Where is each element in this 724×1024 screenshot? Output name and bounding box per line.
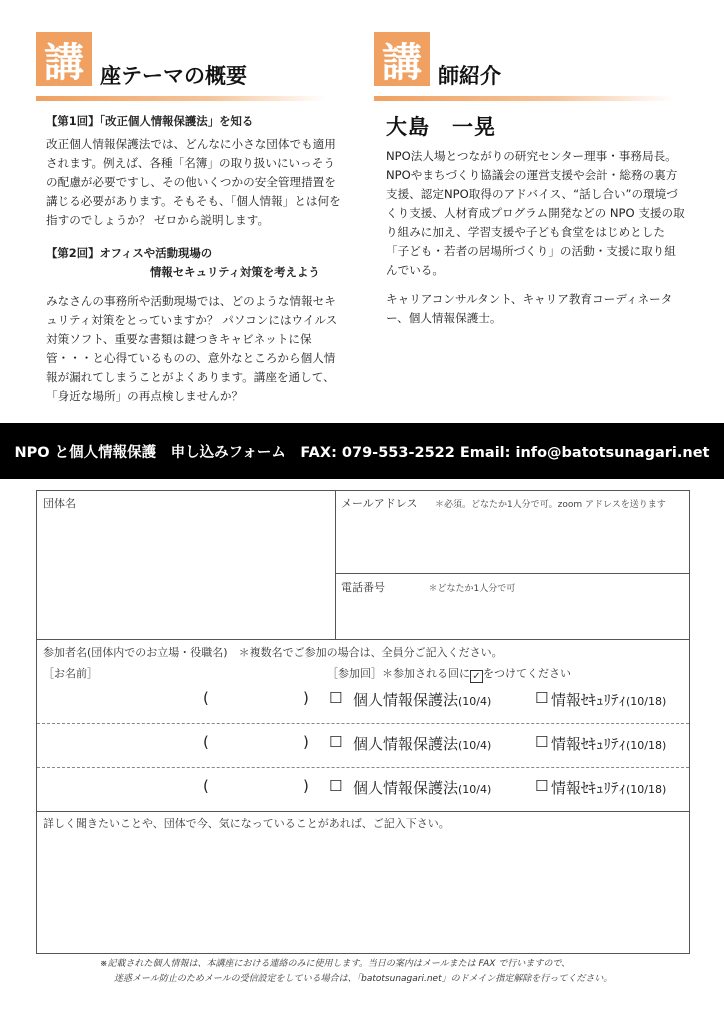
heading-kanji-box: 講 <box>374 32 430 86</box>
org-name-label: 団体名 <box>43 497 76 510</box>
participant-row[interactable]: ( ) ☐ 個人情報保護法(10/4) ☐ 情報ｾｷｭﾘﾃｨ(10/18) <box>203 733 667 753</box>
checkmark-icon: ✓ <box>470 670 483 683</box>
sessions-column <box>46 112 342 406</box>
speaker-credentials: キャリアコンサルタント、キャリア教育コーディネーター、個人情報保護士。 <box>386 292 673 325</box>
org-name-field[interactable] <box>43 495 76 511</box>
session2-title-line1: 【第2回】オフィスや活動現場の <box>46 246 213 260</box>
checkbox-info-security[interactable]: ☐ <box>535 733 549 751</box>
option-info-security: 情報ｾｷｭﾘﾃｨ(10/18) <box>551 691 667 709</box>
session2-title-line2: 情報セキュリティ対策を考えよう <box>150 265 320 279</box>
session1-body: 改正個人情報保護法では、どんなに小さな団体でも適用されます。例えば、各種「名簿」の取り扱いにいっそうの配慮が必要ですし、その他いくつかの安全管理措置を講じる必要があります。そもそも、「個人情報」とは何を指すのでしょうか？ ゼロから説明します。 <box>46 137 341 227</box>
email-field[interactable] <box>341 495 687 571</box>
checkbox-info-security[interactable]: ☐ <box>535 777 549 795</box>
option-info-security: 情報ｾｷｭﾘﾃｨ(10/18) <box>551 779 667 797</box>
heading-title: 師紹介 <box>438 64 501 88</box>
phone-field[interactable] <box>341 579 687 635</box>
checkbox-privacy-law[interactable]: ☐ <box>329 733 343 751</box>
application-form <box>36 490 690 954</box>
checkbox-info-security[interactable]: ☐ <box>535 689 549 707</box>
option-privacy-law: 個人情報保護法(10/4) <box>353 779 492 797</box>
heading-underline <box>36 96 326 101</box>
comments-label: 詳しく聞きたいことや、団体で今、気になっていることがあれば、ご記入下さい。 <box>43 817 450 830</box>
participant-row[interactable]: ( ) ☐ 個人情報保護法(10/4) ☐ 情報ｾｷｭﾘﾃｨ(10/18) <box>203 689 667 709</box>
application-banner: NPO と個人情報保護 申し込みフォーム FAX: 079-553-2522 Email: info@batotsunagari.net <box>0 423 724 479</box>
phone-label: 電話番号 <box>341 581 385 594</box>
email-label: メールアドレス <box>341 497 418 510</box>
session2-body: みなさんの事務所や活動現場では、どのような情報セキュリティ対策をとっていますか？ パソコンにはウイルス対策ソフト、重要な書類は鍵つきキャビネットに保管・・・と心得ているものの、意外なところから個人情報が漏れてしまうことがよくあります。講座を通して、「身近な場所」の再点検しませんか？ <box>46 294 338 403</box>
course-overview-heading <box>36 32 336 102</box>
email-note: ＊必須。どなたか1人分で可。zoom アドレスを送ります <box>434 500 666 510</box>
option-privacy-law: 個人情報保護法(10/4) <box>353 691 492 709</box>
session-column-label: ［参加回］＊参加される回に ✓ をつけてください <box>327 667 571 682</box>
session1-title: 【第1回】「改正個人情報保護法」を知る <box>46 114 254 128</box>
comments-field[interactable] <box>43 815 683 949</box>
speaker-bio: NPO法人場とつながりの研究センター理事・事務局長。NPOやまちづくり協議会の運営支援や会計・総務の裏方支援、認定NPO取得のアドバイス、“話し合い”の環境づくり支援、人材育成プログラム開発などの NPO 支援の取り組みに加え、学習支援や子ども食堂をはじめとした「子ども・若者の居場所づくり」の活動・支援に取り組んでいる。 <box>386 149 685 277</box>
heading-title: 座テーマの概要 <box>100 64 247 88</box>
phone-note: ＊どなたか1人分で可 <box>428 584 516 594</box>
participants-label: 参加者名(団体内でのお立場・役職名) ＊複数名でご参加の場合は、全員分ご記入ください。 <box>43 646 503 659</box>
heading-underline <box>374 96 674 101</box>
checkbox-privacy-law[interactable]: ☐ <box>329 777 343 795</box>
privacy-footnote: ※記載された個人情報は、本講座における連絡のみに使用します。当日の案内はメールまたは FAX で行いますので、 迷惑メール防止のためメールの受信設定をしている場合は、「batotsunagari.net」のドメイン指定解除を行ってください。 <box>100 959 613 984</box>
option-info-security: 情報ｾｷｭﾘﾃｨ(10/18) <box>551 735 667 753</box>
participant-row[interactable]: ( ) ☐ 個人情報保護法(10/4) ☐ 情報ｾｷｭﾘﾃｨ(10/18) <box>203 777 667 797</box>
checkbox-privacy-law[interactable]: ☐ <box>329 689 343 707</box>
speaker-column <box>386 115 686 338</box>
speaker-intro-heading <box>374 32 684 102</box>
option-privacy-law: 個人情報保護法(10/4) <box>353 735 492 753</box>
heading-kanji-box: 講 <box>36 32 92 86</box>
name-column-label: ［お名前］ <box>43 667 98 680</box>
speaker-name: 大島 一晃 <box>386 115 496 139</box>
